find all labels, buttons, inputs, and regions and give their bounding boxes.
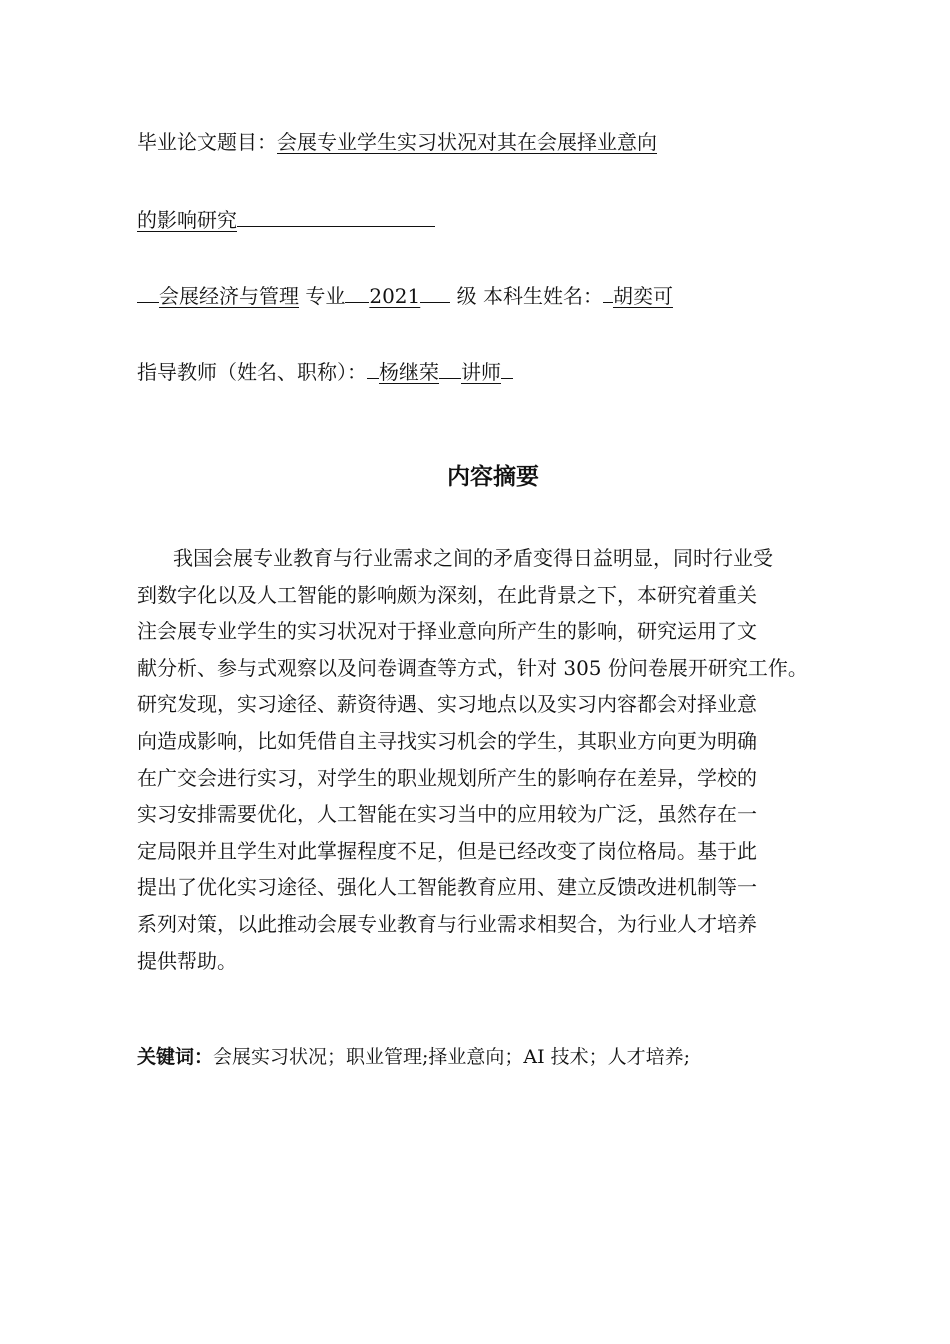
student-info-line: [137, 280, 673, 310]
abstract-line: 提供帮助。: [137, 948, 237, 973]
year-value: 2021: [369, 284, 421, 308]
abstract-line: 向造成影响，比如凭借自主寻找实习机会的学生，其职业方向更为明确: [137, 728, 757, 753]
advisor-name: 杨继荣: [379, 360, 439, 384]
abstract-heading: 内容摘要: [447, 464, 539, 490]
year-trail-underline: [420, 280, 450, 303]
year-lead-underline: [345, 280, 369, 303]
abstract-line: 研究发现，实习途径、薪资待遇、实习地点以及实习内容都会对择业意: [137, 692, 757, 717]
title-blank-underline: [237, 204, 435, 227]
major-label: 专业: [305, 284, 346, 308]
student-name-label: 本科生姓名：: [482, 284, 603, 308]
thesis-title-line-2: [137, 204, 435, 234]
abstract-line: 实习安排需要优化，人工智能在实习当中的应用较为广泛，虽然存在一: [137, 802, 757, 827]
thesis-title-part-2: 的影响研究: [137, 208, 237, 232]
advisor-trail-underline: [501, 356, 513, 379]
advisor-label: 指导教师（姓名、职称）：: [137, 360, 367, 384]
abstract-line: 到数字化以及人工智能的影响颇为深刻，在此背景之下，本研究着重关: [137, 582, 757, 607]
abstract-line: 我国会展专业教育与行业需求之间的矛盾变得日益明显，同时行业受: [173, 546, 773, 570]
thesis-title-line-1: [137, 128, 657, 156]
abstract-line: 在广交会进行实习，对学生的职业规划所产生的影响存在差异，学校的: [137, 765, 757, 790]
thesis-title-part-1: 会展专业学生实习状况对其在会展择业意向: [277, 130, 657, 154]
year-label: 级: [456, 284, 477, 308]
keywords-line: [137, 1043, 690, 1071]
advisor-gap-underline: [439, 356, 461, 379]
abstract-line: 献分析、参与式观察以及问卷调查等方式，针对 305 份问卷展开研究工作。: [137, 655, 808, 680]
keywords-label: 关键词：: [137, 1046, 214, 1068]
thesis-title-label: 毕业论文题目：: [137, 130, 277, 154]
advisor-line: [137, 356, 513, 386]
major-value: 会展经济与管理: [159, 284, 299, 308]
advisor-title: 讲师: [461, 360, 501, 384]
abstract-line: 系列对策，以此推动会展专业教育与行业需求相契合，为行业人才培养: [137, 911, 757, 936]
major-lead-underline: [137, 280, 159, 303]
student-name-value: 胡奕可: [612, 284, 673, 308]
abstract-body: [137, 540, 853, 979]
student-lead-underline: [603, 280, 613, 303]
advisor-lead-underline: [367, 356, 379, 379]
abstract-line: 提出了优化实习途径、强化人工智能教育应用、建立反馈改进机制等一: [137, 875, 757, 900]
abstract-paragraph: [137, 540, 853, 979]
abstract-line: 注会展专业学生的实习状况对于择业意向所产生的影响，研究运用了文: [137, 619, 757, 644]
abstract-line: 定局限并且学生对此掌握程度不足，但是已经改变了岗位格局。基于此: [137, 838, 757, 863]
keywords-text: 会展实习状况；职业管理;择业意向；AI 技术；人才培养;: [213, 1046, 691, 1068]
